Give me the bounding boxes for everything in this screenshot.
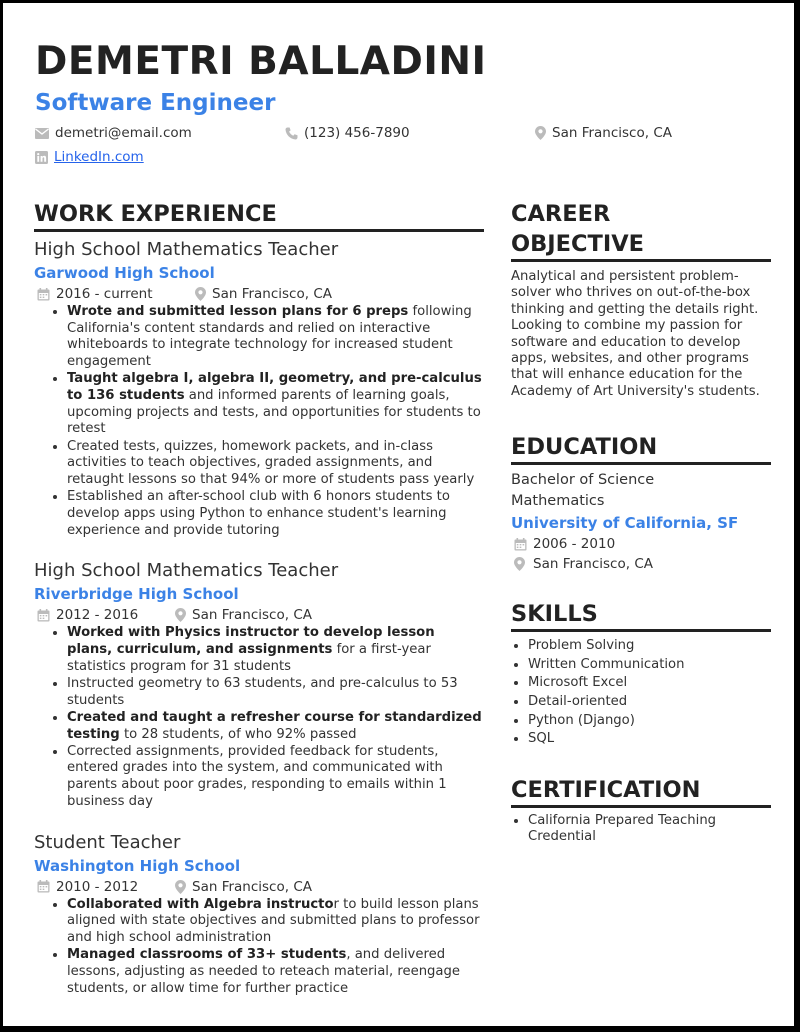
- contact-phone: [285, 124, 410, 142]
- contact-location: [535, 124, 672, 142]
- job-dates-text: 2012 - 2016: [56, 607, 139, 624]
- education-dates-text: 2006 - 2010: [533, 536, 616, 553]
- education-heading: EDUCATION: [511, 432, 771, 465]
- job-dates: [37, 605, 175, 625]
- certification-list: [511, 813, 771, 846]
- phone-text: (123) 456-7890: [304, 125, 410, 141]
- map-pin-icon: [514, 557, 525, 571]
- employer-name: Riverbridge High School: [34, 585, 239, 604]
- location-text: San Francisco, CA: [552, 125, 672, 141]
- linkedin-link[interactable]: LinkedIn.com: [54, 149, 144, 165]
- list-item: • Python (Django): [528, 712, 771, 731]
- left-column: [34, 199, 484, 998]
- education-entry: [511, 470, 771, 574]
- list-item: • Instructed geometry to 63 students, and pre-calculus to 53 students: [67, 676, 484, 709]
- education-dates: [514, 534, 771, 554]
- skills-list: [511, 637, 771, 749]
- employer-name: Garwood High School: [34, 264, 215, 282]
- job-location: [175, 877, 312, 897]
- education-location: [514, 554, 771, 574]
- list-item: • Detail-oriented: [528, 693, 771, 712]
- calendar-icon: [514, 538, 527, 551]
- job-entry: [34, 238, 484, 539]
- list-item: • Corrected assignments, provided feedback for students, entered grades into the system, and communicated with parents about poor grades, responding to emails within 1 business day: [67, 744, 484, 811]
- list-item: • Taught algebra I, algebra II, geometry, and pre-calculus to 136 students and informed parents of learning goals, upcoming projects and tests, and opportunities for students to retest: [67, 371, 484, 438]
- job-dates: [37, 284, 195, 304]
- email-text: demetri@email.com: [55, 125, 192, 141]
- calendar-icon: [37, 609, 50, 622]
- job-meta: [37, 877, 484, 897]
- candidate-name: DEMETRI BALLADINI: [35, 39, 487, 84]
- job-bullets: [34, 304, 484, 539]
- job-dates-text: 2016 - current: [56, 286, 153, 302]
- map-pin-icon: [535, 126, 546, 140]
- job-title: Student Teacher: [34, 831, 181, 853]
- contact-linkedin: [35, 148, 144, 166]
- employer-name: Washington High School: [34, 856, 241, 875]
- linkedin-icon: [35, 151, 48, 164]
- phone-icon: [285, 127, 298, 140]
- school-name: University of California, SF: [511, 514, 739, 533]
- job-location: [175, 605, 312, 625]
- calendar-icon: [37, 880, 50, 893]
- list-item: • Established an after-school club with 6 honors students to develop apps using Python to enhance student's learning experience and provide tutoring: [67, 489, 484, 539]
- contact-email: [35, 124, 192, 142]
- map-pin-icon: [175, 608, 186, 622]
- job-title: High School Mathematics Teacher: [34, 560, 339, 582]
- right-column: [511, 199, 771, 846]
- field-of-study: Mathematics: [511, 493, 605, 510]
- job-title: High School Mathematics Teacher: [34, 239, 339, 260]
- certification-heading: CERTIFICATION: [511, 775, 771, 808]
- job-title-headline: Software Engineer: [35, 90, 276, 116]
- map-pin-icon: [175, 880, 186, 894]
- job-dates: [37, 877, 175, 897]
- list-item: • Created and taught a refresher course for standardized testing to 28 students, of who 92% passed: [67, 710, 484, 743]
- job-dates-text: 2010 - 2012: [56, 878, 139, 895]
- career-objective-text: Analytical and persistent problem-solver who thrives on out-of-the-box thinking and getting the details right. Looking to combine my passion for software and education to develop apps, websites, and other programs that will enhance education for the Academy of Art University's students.: [511, 269, 760, 399]
- list-item: • Problem Solving: [528, 637, 771, 656]
- list-item: • Created tests, quizzes, homework packets, and in-class activities to teach objectives, graded assignments, and retaught lessons so that 94% or more of students pass yearly: [67, 439, 484, 489]
- skills-heading: SKILLS: [511, 599, 771, 632]
- resume-page: [3, 3, 794, 1026]
- work-experience-heading: WORK EXPERIENCE: [34, 199, 484, 232]
- list-item: • Written Communication: [528, 656, 771, 675]
- job-bullets: [34, 625, 484, 810]
- list-item: • California Prepared Teaching Credential: [528, 813, 771, 846]
- envelope-icon: [35, 128, 49, 139]
- list-item: • Worked with Physics instructor to develop lesson plans, curriculum, and assignments for a first-year statistics program for 31 students: [67, 625, 484, 675]
- job-location-text: San Francisco, CA: [192, 607, 312, 624]
- job-location-text: San Francisco, CA: [192, 878, 312, 895]
- list-item: • Managed classrooms of 33+ students, and delivered lessons, adjusting as needed to reteach material, reengage students, or allow time for further practice: [67, 947, 484, 997]
- job-meta: [37, 284, 484, 304]
- job-bullets: [34, 897, 484, 998]
- degree: Bachelor of Science: [511, 472, 655, 489]
- career-objective-heading: CAREER OBJECTIVE: [511, 199, 771, 262]
- job-entry: [34, 831, 484, 998]
- calendar-icon: [37, 288, 50, 301]
- job-entry: [34, 559, 484, 810]
- job-location: [195, 284, 332, 304]
- list-item: • Wrote and submitted lesson plans for 6 preps following California's content standards and relied on interactive whiteboards to integrate technology for increased student engagement: [67, 304, 484, 371]
- list-item: • Collaborated with Algebra instructor to build lesson plans aligned with state objectives and submitted plans to professor and high school administration: [67, 897, 484, 947]
- job-meta: [37, 605, 484, 625]
- list-item: • SQL: [528, 730, 771, 749]
- education-location-text: San Francisco, CA: [533, 556, 653, 573]
- job-location-text: San Francisco, CA: [212, 286, 332, 302]
- list-item: • Microsoft Excel: [528, 674, 771, 693]
- map-pin-icon: [195, 287, 206, 301]
